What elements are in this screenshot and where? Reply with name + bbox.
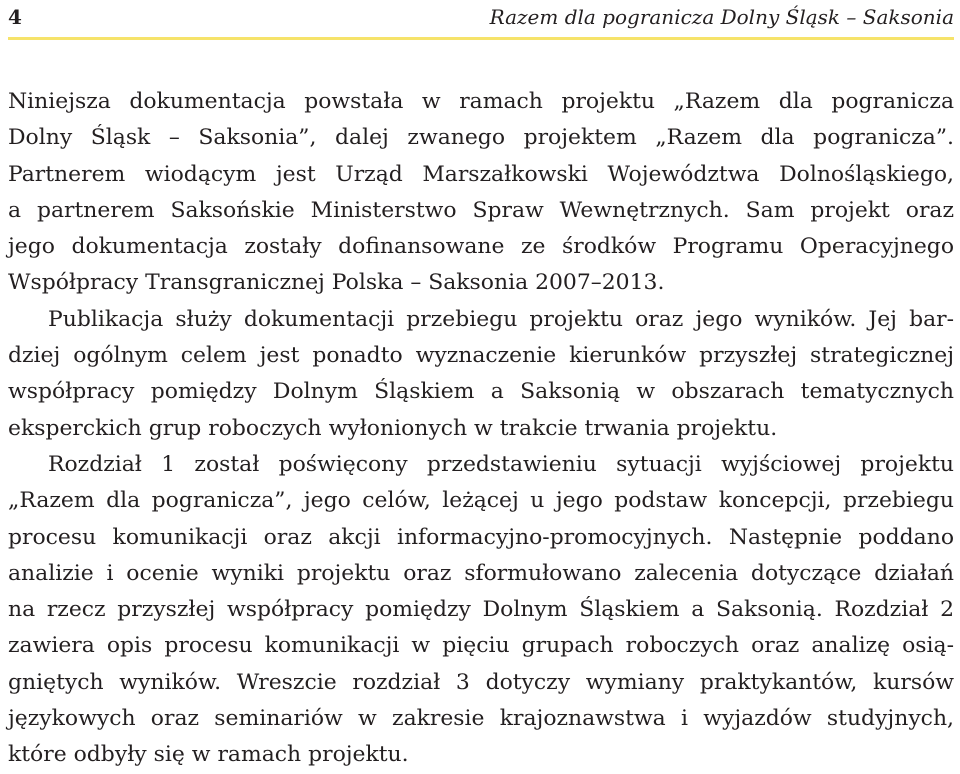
text-line: Dolny Śląsk – Saksonia”, dalej zwanego projektem „Razem dla pogranicza”. bbox=[8, 125, 954, 151]
text-line: eksperckich grup roboczych wyłonionych w trakcie trwania projektu. bbox=[8, 415, 778, 441]
header-rule bbox=[8, 37, 954, 40]
text-line: na rzecz przyszłej współpracy pomiędzy Dolnym Śląskiem a Saksonią. Rozdział 2 bbox=[8, 597, 954, 623]
text-line: analizie i ocenie wyniki projektu oraz sformułowano zalecenia dotyczące działań bbox=[8, 560, 954, 586]
text-line: dziej ogólnym celem jest ponadto wyznaczenie kierunków przyszłej strategicznej bbox=[8, 343, 954, 369]
text-line: które odbyły się w ramach projektu. bbox=[8, 742, 409, 768]
text-line: Współpracy Transgranicznej Polska – Saksonia 2007–2013. bbox=[8, 270, 665, 296]
text-line: Partnerem wiodącym jest Urząd Marszałkowski Województwa Dolnośląskiego, bbox=[8, 161, 954, 187]
text-line: a partnerem Saksońskie Ministerstwo Spraw Wewnętrznych. Sam projekt oraz bbox=[8, 197, 954, 223]
body-text bbox=[8, 84, 954, 774]
text-line: Publikacja służy dokumentacji przebiegu projektu oraz jego wyników. Jej bar- bbox=[48, 306, 954, 332]
text-line: językowych oraz seminariów w zakresie krajoznawstwa i wyjazdów studyjnych, bbox=[8, 706, 954, 732]
text-line: jego dokumentacja zostały dofinansowane ze środków Programu Operacyjnego bbox=[8, 234, 954, 260]
text-line: Rozdział 1 został poświęcony przedstawieniu sytuacji wyjściowej projektu bbox=[48, 451, 954, 477]
text-line: procesu komunikacji oraz akcji informacyjno-promocyjnych. Następnie poddano bbox=[8, 524, 954, 550]
text-line: „Razem dla pogranicza”, jego celów, leżącej u jego podstaw koncepcji, przebiegu bbox=[8, 488, 954, 514]
running-title: Razem dla pogranicza Dolny Śląsk – Saksonia bbox=[489, 5, 954, 29]
text-line: współpracy pomiędzy Dolnym Śląskiem a Saksonią w obszarach tematycznych bbox=[8, 379, 954, 405]
page-number: 4 bbox=[8, 5, 22, 29]
text-line: zawiera opis procesu komunikacji w pięciu grupach roboczych oraz analizę osią- bbox=[8, 633, 954, 659]
text-line: gniętych wyników. Wreszcie rozdział 3 dotyczy wymiany praktykantów, kursów bbox=[8, 669, 954, 695]
text-line: Niniejsza dokumentacja powstała w ramach projektu „Razem dla pogranicza bbox=[8, 89, 954, 114]
running-header bbox=[8, 4, 954, 34]
